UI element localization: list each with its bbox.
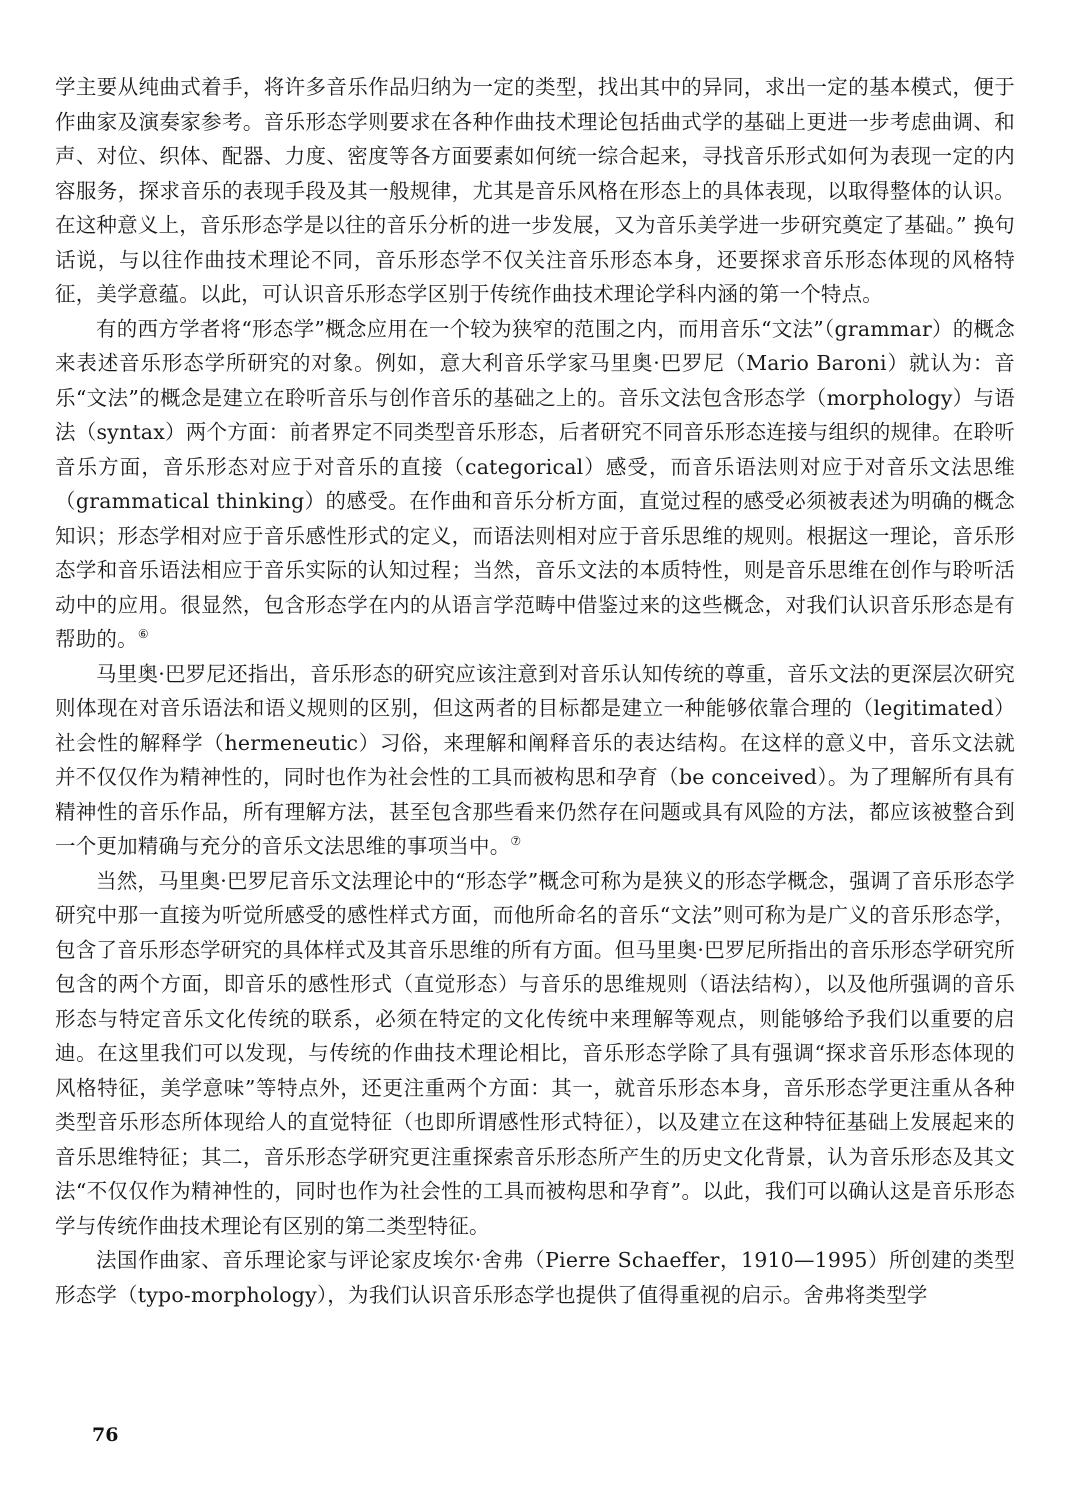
paragraph-5: [55, 1243, 1015, 1312]
paragraph-2-text: 有的西方学者将“形态学”概念应用在一个较为狭窄的范围之内，而用音乐“文法”（grammar）的概念来表述音乐形态学所研究的对象。例如，意大利音乐学家马里奥·巴罗尼（Mario Baroni）就认为：音乐“文法”的概念是建立在聆听音乐与创作音乐的基础之上的。音乐文法包含形态学（morphology）与语法（syntax）两个方面：前者界定不同类型音乐形态，后者研究不同音乐形态连接与组织的规律。在聆听音乐方面，音乐形态对应于对音乐的直接（categorical）感受，而音乐语法则对应于对音乐文法思维（grammatical thinking）的感受。在作曲和音乐分析方面，直觉过程的感受必须被表述为明确的概念知识；形态学相对应于音乐感性形式的定义，而语法则相对应于音乐思维的规则。根据这一理论，音乐形态学和音乐语法相应于音乐实际的认知过程；当然，音乐文法的本质特性，则是音乐思维在创作与聆听活动中的应用。很显然，包含形态学在内的从语言学范畴中借鉴过来的这些概念，对我们认识音乐形态是有帮助的。: [55, 316, 1016, 651]
paragraph-5-text: 法国作曲家、音乐理论家与评论家皮埃尔·舍弗（Pierre Schaeffer，1910—1995）所创建的类型形态学（typo-morphology），为我们认识音乐形态学也提供了值得重视的启示。舍弗将类型学: [55, 1248, 1015, 1307]
paragraph-2: [55, 312, 1015, 657]
footnote-marker-6[interactable]: ⑥: [137, 627, 149, 642]
footnote-marker-7[interactable]: ⑦: [510, 834, 522, 849]
page-number: 76: [92, 1424, 119, 1446]
paragraph-3-text: 马里奥·巴罗尼还指出，音乐形态的研究应该注意到对音乐认知传统的尊重，音乐文法的更深层次研究则体现在对音乐语法和语义规则的区别，但这两者的目标都是建立一种能够依靠合理的（legitimated）社会性的解释学（hermeneutic）习俗，来理解和阐释音乐的表达结构。在这样的意义中，音乐文法就并不仅仅作为精神性的，同时也作为社会性的工具而被构思和孕育（be conceived）。为了理解所有具有精神性的音乐作品，所有理解方法，甚至包含那些看来仍然存在问题或具有风险的方法，都应该被整合到一个更加精确与充分的音乐文法思维的事项当中。: [55, 661, 1015, 858]
paragraph-1: [55, 70, 1015, 312]
paragraph-4: [55, 864, 1015, 1244]
paragraph-1-text: 学主要从纯曲式着手，将许多音乐作品归纳为一定的类型，找出其中的异同，求出一定的基本模式，便于作曲家及演奏家参考。音乐形态学则要求在各种作曲技术理论包括曲式学的基础上更进一步考虑曲调、和声、对位、织体、配器、力度、密度等各方面要素如何统一综合起来，寻找音乐形式如何为表现一定的内容服务，探求音乐的表现手段及其一般规律，尤其是音乐风格在形态上的具体表现，以取得整体的认识。在这种意义上，音乐形态学是以往的音乐分析的进一步发展，又为音乐美学进一步研究奠定了基础。” 换句话说，与以往作曲技术理论不同，音乐形态学不仅关注音乐形态本身，还要探求音乐形态体现的风格特征，美学意蕴。以此，可认识音乐形态学区别于传统作曲技术理论学科内涵的第一个特点。: [55, 75, 1015, 306]
article-body: [55, 70, 1015, 1312]
paragraph-3: [55, 657, 1015, 864]
paragraph-4-text: 当然，马里奥·巴罗尼音乐文法理论中的“形态学”概念可称为是狭义的形态学概念，强调了音乐形态学研究中那一直接为听觉所感受的感性样式方面，而他所命名的音乐“文法”则可称为是广义的音乐形态学，包含了音乐形态学研究的具体样式及其音乐思维的所有方面。但马里奥·巴罗尼所指出的音乐形态学研究所包含的两个方面，即音乐的感性形式（直觉形态）与音乐的思维规则（语法结构），以及他所强调的音乐形态与特定音乐文化传统的联系，必须在特定的文化传统中来理解等观点，则能够给予我们以重要的启迪。在这里我们可以发现，与传统的作曲技术理论相比，音乐形态学除了具有强调“探求音乐形态体现的风格特征，美学意味”等特点外，还更注重两个方面：其一，就音乐形态本身，音乐形态学更注重从各种类型音乐形态所体现给人的直觉特征（也即所谓感性形式特征），以及建立在这种特征基础上发展起来的音乐思维特征；其二，音乐形态学研究更注重探索音乐形态所产生的历史文化背景，认为音乐形态及其文法“不仅仅作为精神性的，同时也作为社会性的工具而被构思和孕育”。以此，我们可以确认这是音乐形态学与传统作曲技术理论有区别的第二类型特征。: [55, 868, 1015, 1238]
